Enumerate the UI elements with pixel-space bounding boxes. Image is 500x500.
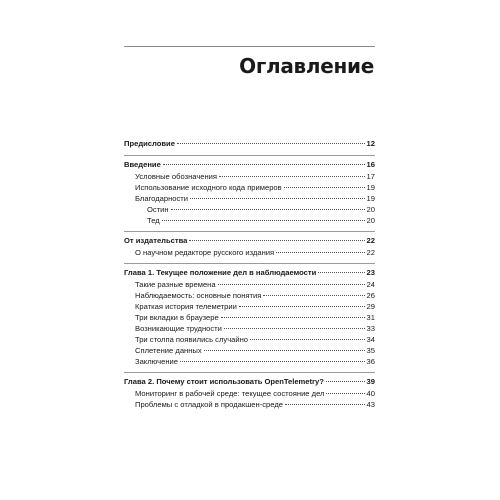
toc-entry-page: 34 [366, 335, 375, 344]
toc-entry[interactable] [124, 215, 375, 226]
toc-entry-title: Введение [124, 160, 161, 169]
dot-leader [318, 272, 364, 273]
toc-entry-title: Заключение [135, 357, 179, 366]
toc-chapter-entry[interactable] [124, 159, 375, 171]
toc-entry[interactable] [124, 279, 375, 290]
toc-entry-title: Остин [147, 205, 169, 214]
toc-entry-title: Краткая история телеметрии [135, 302, 237, 311]
toc-entry[interactable] [124, 334, 375, 345]
dot-leader [189, 240, 364, 241]
toc-entry[interactable] [124, 171, 375, 182]
dot-leader [285, 404, 365, 405]
toc-entry[interactable] [124, 323, 375, 334]
page-title: Оглавление [239, 54, 374, 78]
toc-entry[interactable] [124, 388, 375, 399]
dot-leader [326, 381, 365, 382]
toc-entry-page: 35 [366, 346, 375, 355]
toc-entry[interactable] [124, 193, 375, 204]
toc-entry-title: Благодарности [135, 194, 189, 203]
toc-entry-page: 17 [366, 172, 375, 181]
toc-chapter-entry[interactable] [124, 267, 375, 279]
toc-entry-page: 19 [366, 183, 375, 192]
toc-entry-title: Наблюдаемость: основные понятия [135, 291, 262, 300]
toc-entry-page: 19 [366, 194, 375, 203]
dot-leader [162, 220, 365, 221]
toc-entry-page: 20 [366, 205, 375, 214]
toc-entry-title: Возникающие трудности [135, 324, 222, 333]
dot-leader [204, 350, 365, 351]
toc-entry-title: Сплетение данных [135, 346, 202, 355]
dot-leader [218, 284, 365, 285]
toc-entry-page: 16 [366, 160, 375, 169]
toc-chapter-entry[interactable] [124, 138, 375, 150]
toc-entry-page: 23 [366, 268, 375, 277]
toc-entry-title: Использование исходного кода примеров [135, 183, 282, 192]
toc-entry-title: Такие разные времена [135, 280, 216, 289]
toc-entry[interactable] [124, 182, 375, 193]
dot-leader [284, 187, 365, 188]
toc-chapter-entry[interactable] [124, 376, 375, 388]
toc-entry[interactable] [124, 345, 375, 356]
toc-entry[interactable] [124, 204, 375, 215]
toc-entry-title: Предисловие [124, 139, 175, 148]
toc-entry-title: Мониторинг в рабочей среде: текущее состояние дел [135, 389, 325, 398]
toc-entry-page: 26 [366, 291, 375, 300]
toc-entry-page: 33 [366, 324, 375, 333]
toc-entry-title: Три столпа появились случайно [135, 335, 249, 344]
dot-leader [180, 361, 365, 362]
toc-entry-page: 22 [366, 236, 375, 245]
dot-leader [221, 317, 365, 318]
toc-entry-page: 29 [366, 302, 375, 311]
top-rule [124, 46, 375, 47]
toc-entry[interactable] [124, 290, 375, 301]
dot-leader [190, 198, 365, 199]
dot-leader [224, 328, 365, 329]
toc-entry-title: Глава 2. Почему стоит использовать OpenTelemetry? [124, 377, 324, 386]
toc-entry-page: 31 [366, 313, 375, 322]
dot-leader [250, 339, 365, 340]
toc-entry-title: От издательства [124, 236, 188, 245]
table-of-contents [124, 138, 375, 410]
dot-leader [263, 295, 364, 296]
toc-chapter-entry[interactable] [124, 235, 375, 247]
toc-entry-page: 36 [366, 357, 375, 366]
toc-entry[interactable] [124, 399, 375, 410]
dot-leader [219, 176, 365, 177]
toc-entry[interactable] [124, 356, 375, 367]
dot-leader [171, 209, 365, 210]
toc-entry-page: 40 [366, 389, 375, 398]
dot-leader [177, 143, 365, 144]
toc-entry[interactable] [124, 247, 375, 258]
toc-entry-title: О научном редакторе русского издания [135, 248, 275, 257]
toc-entry-title: Проблемы с отладкой в продакшен-среде [135, 400, 283, 409]
dot-leader [163, 164, 365, 165]
dot-leader [239, 306, 365, 307]
toc-entry-page: 12 [366, 139, 375, 148]
toc-entry-page: 20 [366, 216, 375, 225]
toc-entry-page: 24 [366, 280, 375, 289]
toc-entry-page: 39 [366, 377, 375, 386]
toc-entry-title: Тед [147, 216, 160, 225]
dot-leader [326, 393, 364, 394]
toc-entry-title: Три вкладки в браузере [135, 313, 219, 322]
toc-entry[interactable] [124, 312, 375, 323]
toc-entry-page: 22 [366, 248, 375, 257]
toc-entry-title: Глава 1. Текущее положение дел в наблюдаемости [124, 268, 317, 277]
toc-entry-page: 43 [366, 400, 375, 409]
toc-entry-title: Условные обозначения [135, 172, 218, 181]
dot-leader [276, 252, 364, 253]
toc-entry[interactable] [124, 301, 375, 312]
